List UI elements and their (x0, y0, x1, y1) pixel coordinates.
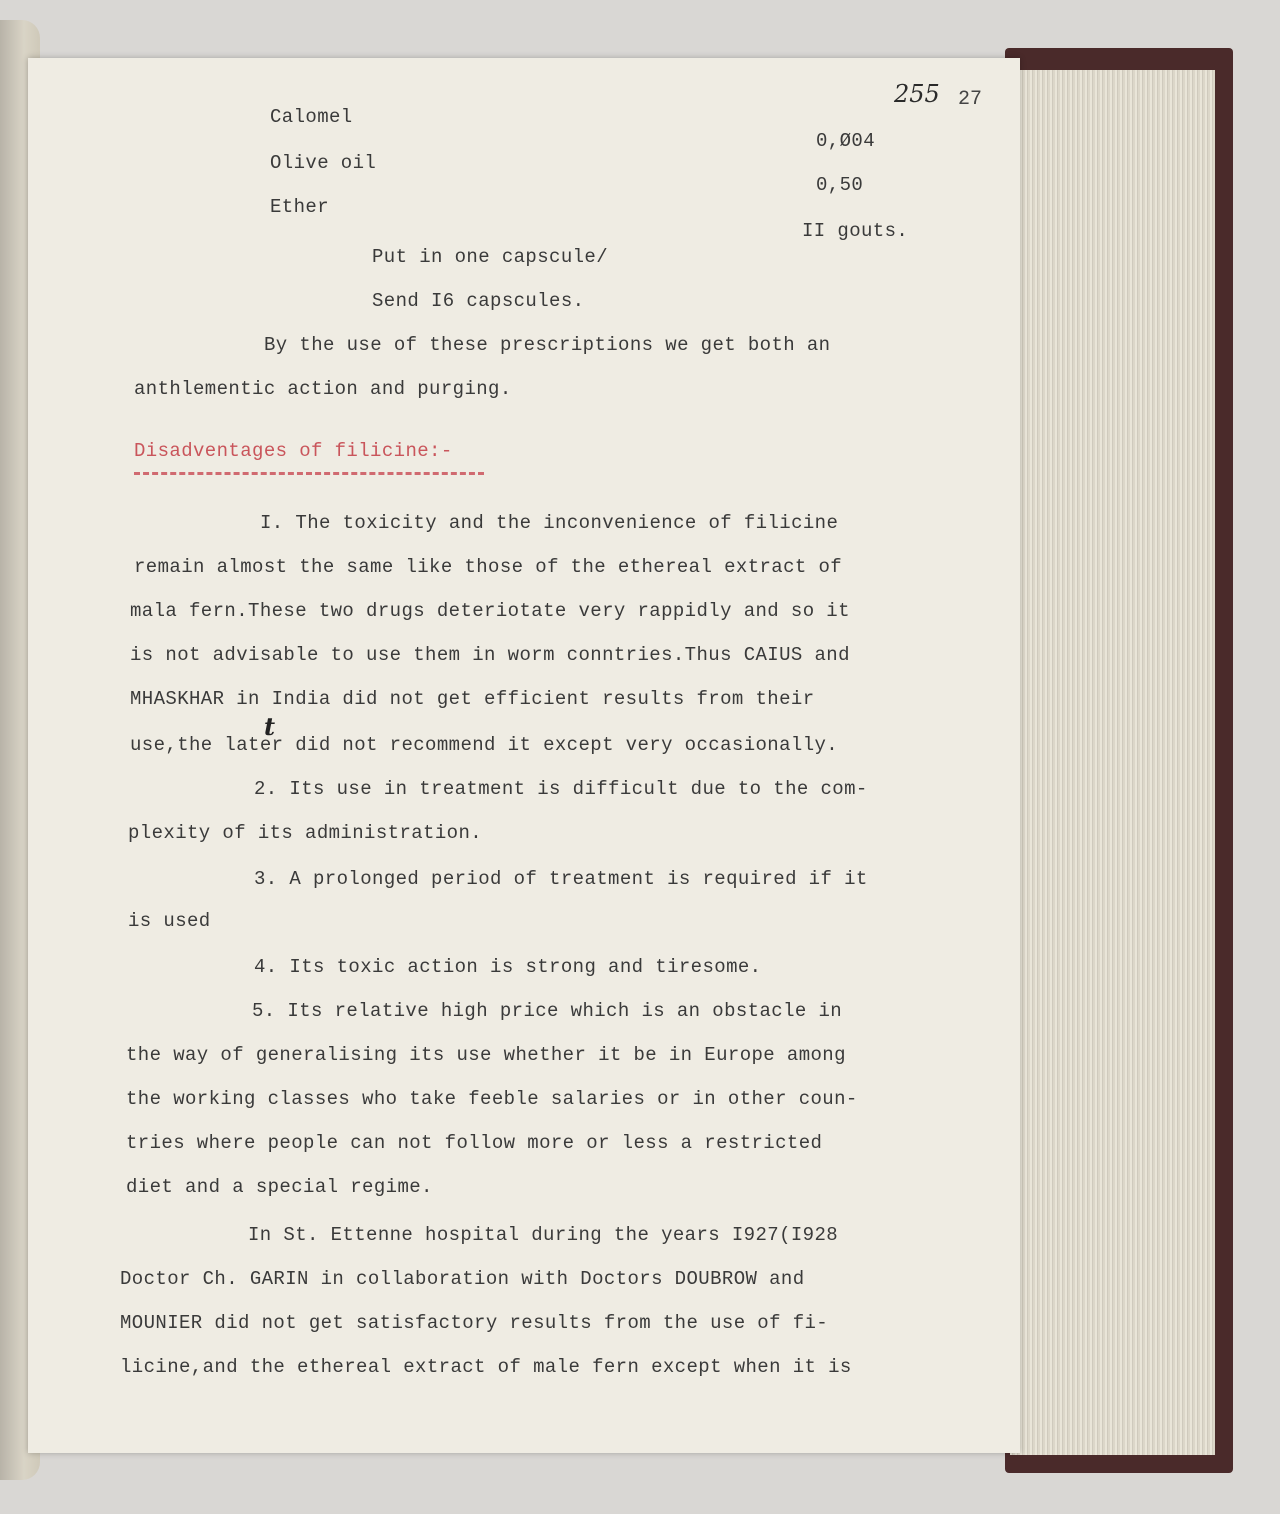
folio-handwritten: 255 (894, 80, 940, 108)
rx-item-qty: 0,50 (816, 174, 864, 196)
text-line: tries where people can not follow more or less a restricted (126, 1132, 823, 1154)
rx-item-qty: II gouts. (802, 220, 909, 242)
text-line: use,the later did not recommend it except very occasionally. (130, 734, 839, 756)
text-line: remain almost the same like those of the ethereal extract of (134, 556, 843, 578)
folio-typed: 27 (958, 88, 983, 111)
text-line: Doctor Ch. GARIN in collaboration with Doctors DOUBROW and (120, 1268, 805, 1290)
text-line: By the use of these prescriptions we get both an (264, 334, 831, 356)
heading-underline (134, 472, 484, 475)
text-line: I. The toxicity and the inconvenience of filicine (260, 512, 839, 534)
rx-item-name: Olive oil (270, 152, 377, 174)
text-line: is not advisable to use them in worm conntries.Thus CAIUS and (130, 644, 850, 666)
text-line: MHASKHAR in India did not get efficient results from their (130, 688, 815, 710)
text-line: 3. A prolonged period of treatment is required if it (254, 868, 868, 890)
text-line: the working classes who take feeble salaries or in other coun- (126, 1088, 858, 1110)
rx-item-qty: 0,Ø04 (816, 130, 876, 152)
text-line: In St. Ettenne hospital during the years I927(I928 (248, 1224, 839, 1246)
rx-item-name: Ether (270, 196, 330, 218)
text-line: 5. Its relative high price which is an obstacle in (252, 1000, 843, 1022)
section-heading: Disadventages of filicine:- (134, 440, 453, 462)
text-line: the way of generalising its use whether it be in Europe among (126, 1044, 846, 1066)
rx-instruction: Put in one capscule/ (372, 246, 609, 268)
text-line: diet and a special regime. (126, 1176, 433, 1198)
text-line: anthlementic action and purging. (134, 378, 512, 400)
page-edges (1010, 70, 1215, 1455)
document-page (28, 58, 1020, 1453)
text-line: 2. Its use in treatment is difficult due to the com- (254, 778, 868, 800)
text-line: MOUNIER did not get satisfactory results from the use of fi- (120, 1312, 829, 1334)
text-line: 4. Its toxic action is strong and tiresome. (254, 956, 762, 978)
rx-item-name: Calomel (270, 106, 353, 128)
text-line: plexity of its administration. (128, 822, 483, 844)
text-line: licine,and the ethereal extract of male fern except when it is (120, 1356, 852, 1378)
text-line: is used (128, 910, 211, 932)
rx-instruction: Send I6 capscules. (372, 290, 585, 312)
text-line: mala fern.These two drugs deteriotate very rappidly and so it (130, 600, 850, 622)
handwritten-insert: t (264, 712, 276, 741)
